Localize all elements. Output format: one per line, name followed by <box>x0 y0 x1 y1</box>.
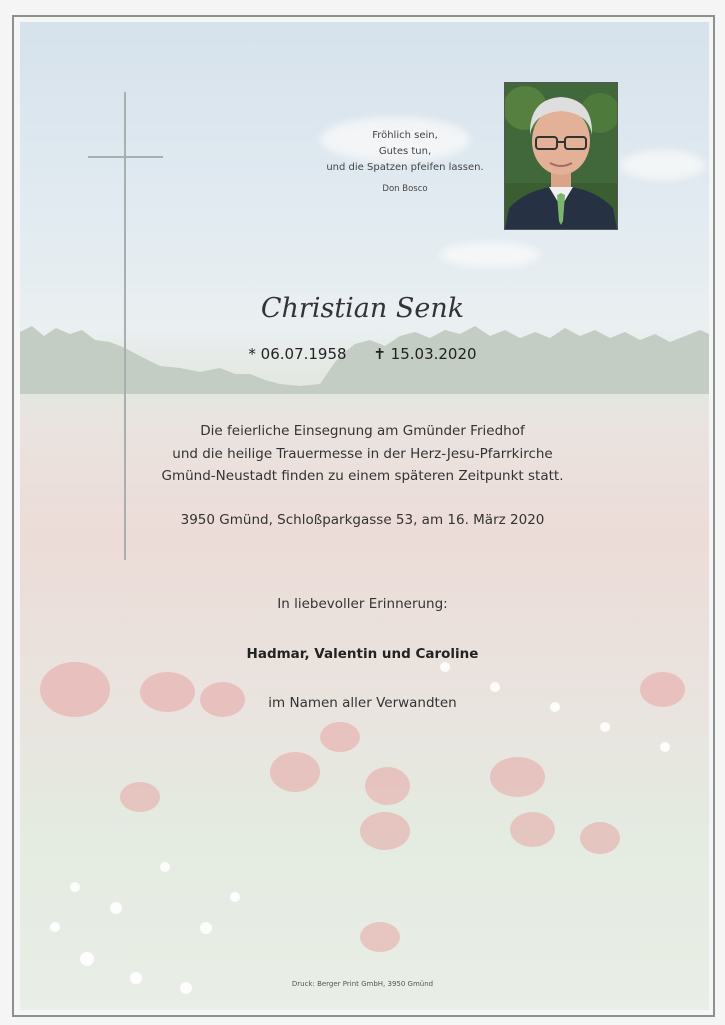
poppy-flower <box>320 722 360 752</box>
daisy-flower <box>440 662 450 672</box>
mourners-names: Hadmar, Valentin und Caroline <box>246 646 479 662</box>
portrait-image <box>505 83 617 229</box>
life-dates <box>0 345 725 363</box>
daisy-flower <box>160 862 170 872</box>
poppy-flower <box>120 782 160 812</box>
daisy-flower <box>490 682 500 692</box>
quote-block <box>315 128 495 197</box>
daisy-flower <box>600 722 610 732</box>
cross-horizontal-bar <box>88 156 163 158</box>
daisy-flower <box>70 882 80 892</box>
place-and-date: 3950 Gmünd, Schloßparkgasse 53, am 16. März 2020 <box>180 512 545 528</box>
printer-credit: Druck: Berger Print GmbH, 3950 Gmünd <box>291 980 434 988</box>
memory-line: In liebevoller Erinnerung: <box>277 596 448 612</box>
poppy-flower <box>270 752 320 792</box>
quote-line: und die Spatzen pfeifen lassen. <box>326 162 484 173</box>
daisy-flower <box>50 922 60 932</box>
daisy-flower <box>230 892 240 902</box>
daisy-flower <box>200 922 212 934</box>
poppy-flower <box>365 767 410 805</box>
notice-line: und die heilige Trauermesse in der Herz-Jesu-Pfarrkirche <box>172 445 553 462</box>
daisy-flower <box>660 742 670 752</box>
portrait-photo <box>504 82 618 230</box>
death-date: ✝ 15.03.2020 <box>373 345 477 363</box>
deceased-name: Christian Senk <box>260 293 465 324</box>
cloud <box>440 242 540 267</box>
cloud <box>620 150 705 180</box>
on-behalf-line: im Namen aller Verwandten <box>268 695 457 711</box>
birth-date: * 06.07.1958 <box>248 345 347 363</box>
notice-line: Die feierliche Einsegnung am Gmünder Friedhof <box>200 423 525 439</box>
notice-line: Gmünd-Neustadt finden zu einem späteren Zeitpunkt statt. <box>161 468 564 484</box>
poppy-flower <box>490 757 545 797</box>
daisy-flower <box>80 952 94 966</box>
quote-source: Don Bosco <box>382 184 428 194</box>
cross-vertical-bar <box>124 92 126 560</box>
quote-line: Gutes tun, <box>378 146 432 157</box>
quote-line: Fröhlich sein, <box>372 130 438 141</box>
poppy-flower <box>580 822 620 854</box>
funeral-notice <box>0 420 725 488</box>
daisy-flower <box>110 902 122 914</box>
poppy-flower <box>360 812 410 850</box>
poppy-flower <box>510 812 555 847</box>
poppy-flower <box>360 922 400 952</box>
